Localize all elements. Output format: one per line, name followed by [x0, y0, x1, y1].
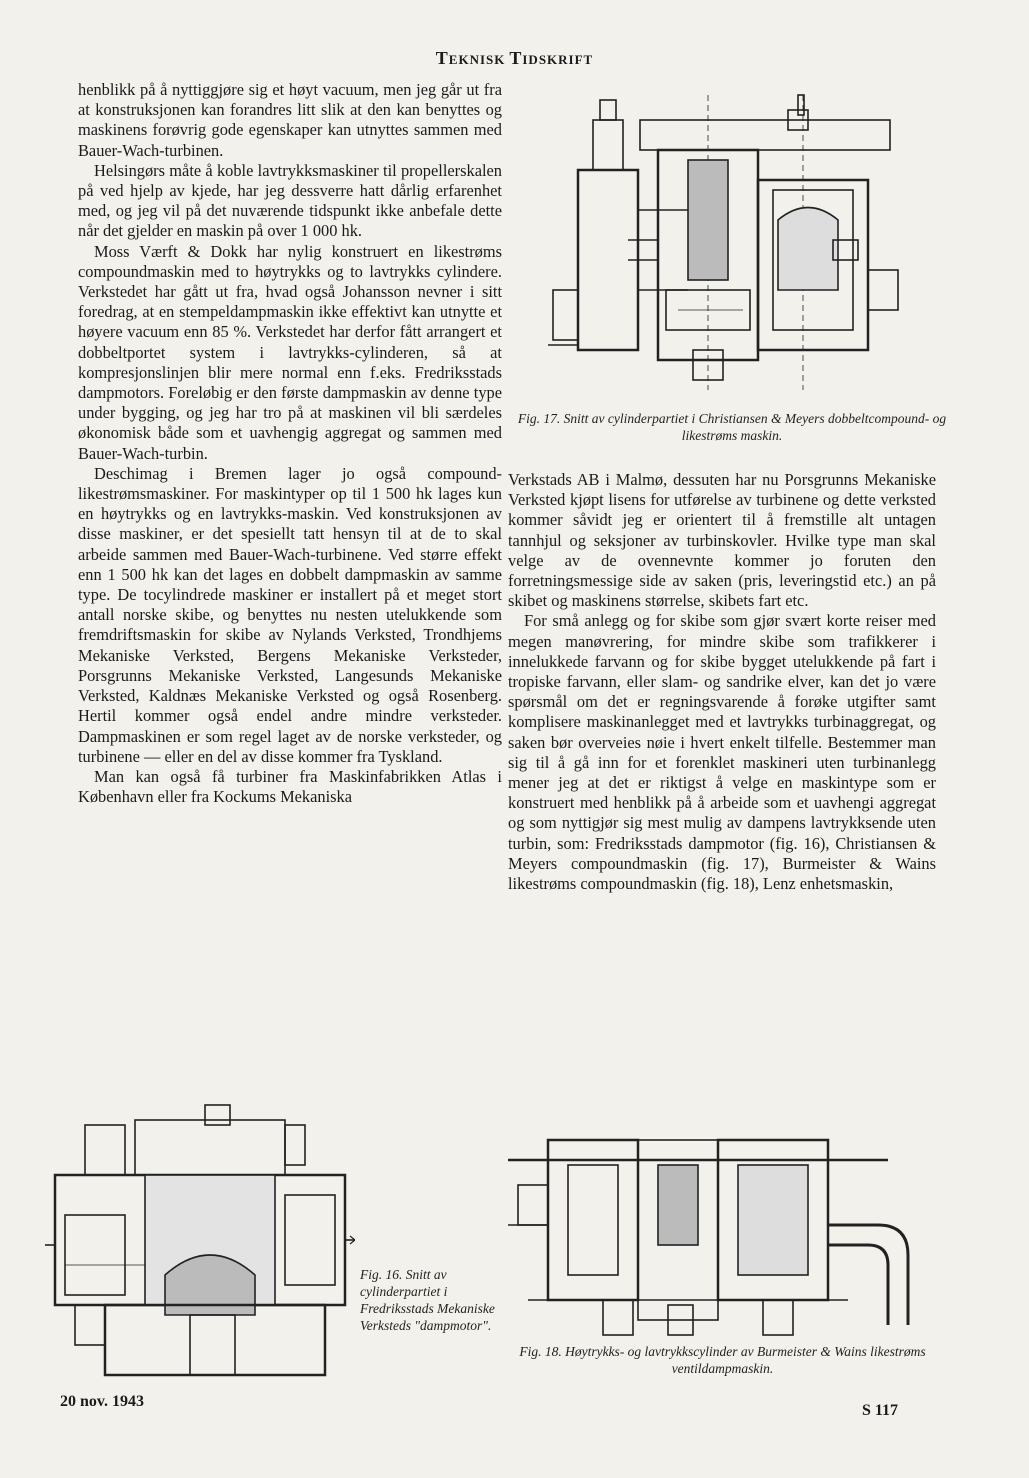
left-paragraph-1: henblikk på å nyttiggjøre sig et høyt vacuum, men jeg går ut fra at konstruksjonen kan forandres litt slik at den kan benyttes og maskinens forøvrig gode egenskaper kan utnyttes sammen med Bauer-Wach-turbinen.	[78, 80, 502, 160]
left-paragraph-2: Helsingørs måte å koble lavtrykksmaskiner til propellerskalen på ved hjelp av kjede, har jeg dessverre hatt dårlig erfarenhet med, og jeg vil på det nuværende tidspunkt ikke anbefale dette når det gjelder en maskin på over 1 000 hk.	[78, 160, 502, 241]
right-paragraph-1: Verkstads AB i Malmø, dessuten har nu Porsgrunns Mekaniske Verksted kjøpt lisens for utførelse av turbinene og dette verksted kommer såvidt jeg er orientert til å fremstille alt untagen tannhjul og seksjoner av turbinskovler. Hvilke type man skal velge av de ovennevnte kommer jo foruten den forretningsmessige side av saken (pris, leveringstid etc.) an på skibet og maskinens størrelse, skibets fart etc.	[508, 470, 936, 611]
figure-17-drawing	[548, 90, 928, 390]
figure-16-drawing	[45, 1095, 355, 1385]
left-column	[78, 80, 502, 807]
left-paragraph-4: Deschimag i Bremen lager jo også compound-likestrømsmaskiner. For maskintyper op til 1 500 hk lages kun en høytrykks og en lavtrykks-maskin. Ved konstruksjonen av disse maskiner, er det spesiellt tatt hensyn til at de to skal arbeide sammen med Bauer-Wach-turbinene. Ved større effekt enn 1 500 hk kan det lages en dobbelt dampmaskin av samme type. De tocylindrede maskiner er installert på et meget stort antall norske skibe, og benyttes nu nesten utelukkende som fremdriftsmaskin for skibe av Nylands Verksted, Trondhjems Mekaniske Verksted, Bergens Mekaniske Verksteder, Porsgrunns Mekaniske Verksted, Langesunds Mekaniske Verksted, Kaldnæs Mekaniske Verksted og også Rosenberg. Hertil kommer også endel andre mindre verksteder. Dampmaskinen er som regel laget av de norske verksteder, og turbinene — eller en del av disse kommer fra Tyskland.	[78, 463, 502, 766]
left-paragraph-5: Man kan også få turbiner fra Maskinfabrikken Atlas i København eller fra Kockums Mekaniska	[78, 766, 502, 807]
left-paragraph-3: Moss Værft & Dokk har nylig konstruert en likestrøms compoundmaskin med to høytrykks og to lavtrykks cylindere. Verkstedet har gått ut fra, hvad også Johansson nevner i sitt foredrag, at en stempeldampmaskin ikke effektivt kan utnytte et høyere vacuum enn 85 %. Verkstedet har derfor fått arrangert et dobbeltportet system i lavtrykks-cylinderen, så at kompresjonslinjen blir mere normal enn f.eks. Fredriksstads dampmotors. Foreløbig er den første dampmaskin av denne type under bygging, og jeg har tro på at maskinen vil bli særdeles økonomisk både som et uavhengig aggregat og sammen med Bauer-Wach-turbin.	[78, 241, 502, 463]
figure-18-caption: Fig. 18. Høytrykks- og lavtrykkscylinder av Burmeister & Wains likestrøms ventildampmaskin.	[519, 1344, 926, 1376]
figure-17-caption: Fig. 17. Snitt av cylinderpartiet i Christiansen & Meyers dobbeltcompound- og likestrøms maskin.	[517, 411, 947, 443]
footer-page-number: S 117	[862, 1402, 899, 1419]
right-paragraph-2: For små anlegg og for skibe som gjør svært korte reiser med megen manøvrering, for mindre skibe som trafikkerer i innelukkede farvann og for skibe bygget utelukkende på fart i tropiske farvann, eller slam- og sandrike elver, kan det jo være spørsmål om det er regningsvarende å forøke utgifter samt komplisere maskinanlegget med et lavtrykks turbinaggregat, og saken bør overveies nøie i hvert enkelt tilfelle. Bestemmer man sig til å gå inn for et forenklet maskineri uten turbinanlegg mener jeg at det er riktigst å velge en maskintype som er konstruert med henblikk på å arbeide som et uavhengi aggregat og som nyttigjør sig mest mulig av dampens lavtrykksende uten turbin, som: Fredriksstads dampmotor (fig. 16), Christiansen & Meyers compoundmaskin (fig. 17), Burmeister & Wains likestrøms compoundmaskin (fig. 18), Lenz enhetsmaskin,	[508, 611, 936, 894]
figure-16-caption: Fig. 16. Snitt av cylinderpartiet i Fredriksstads Mekaniske Verksteds "dampmotor".	[360, 1267, 495, 1333]
footer-date: 20 nov. 1943	[60, 1393, 145, 1410]
right-column	[508, 470, 936, 894]
figure-18-drawing	[508, 1125, 928, 1345]
header-part-1: Teknisk	[435, 48, 506, 68]
header-part-2: Tidskrift	[509, 48, 594, 68]
journal-header	[0, 48, 1029, 69]
